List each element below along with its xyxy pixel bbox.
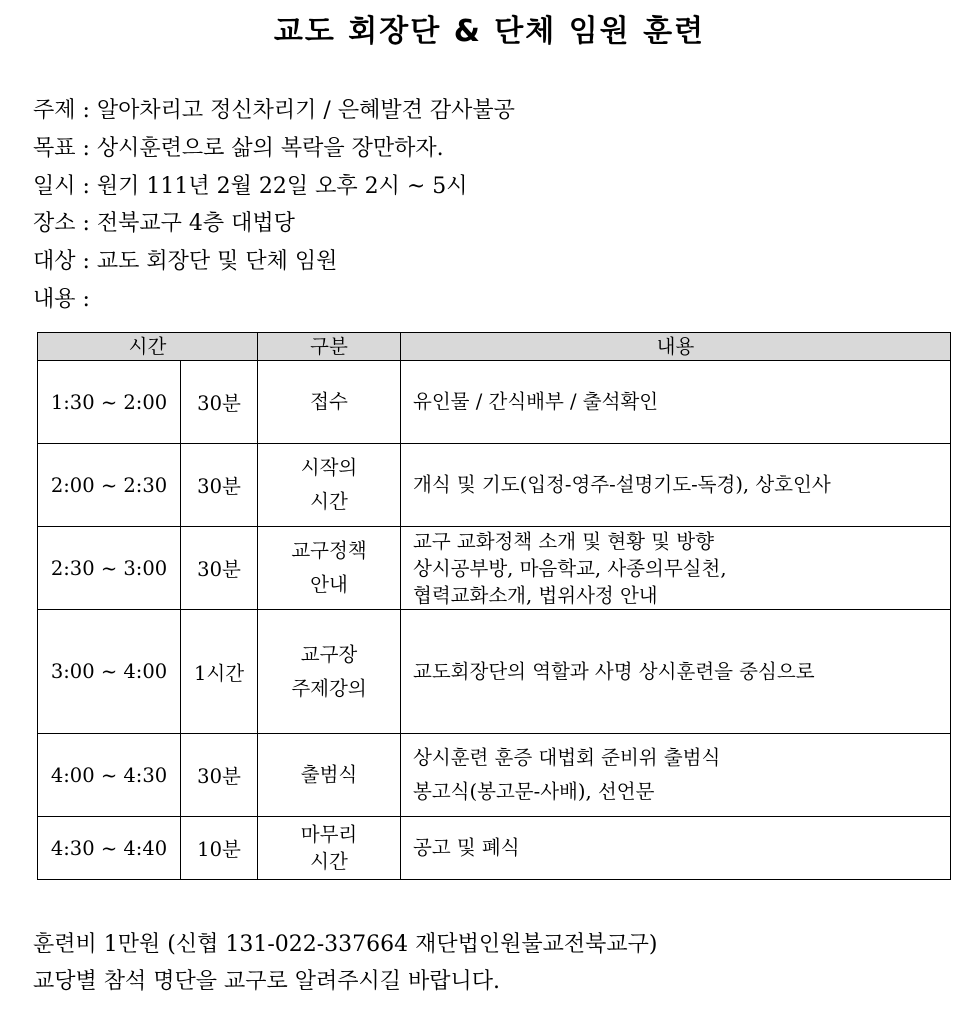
table-row bbox=[38, 817, 951, 880]
schedule-table bbox=[37, 332, 951, 880]
info-topic: 주제 : 알아차리고 정신차리기 / 은혜발견 감사불공 bbox=[33, 98, 515, 123]
category-line: 교구정책 bbox=[291, 539, 367, 562]
category-line: 주제강의 bbox=[291, 676, 367, 700]
duration-cell: 30분 bbox=[181, 444, 258, 527]
category-cell bbox=[258, 734, 401, 817]
table-header-row bbox=[38, 333, 951, 361]
time-cell: 1:30 ~ 2:00 bbox=[38, 361, 181, 444]
info-place: 장소 : 전북교구 4층 대법당 bbox=[33, 211, 295, 237]
info-datetime: 일시 : 원기 111년 2월 22일 오후 2시 ~ 5시 bbox=[33, 173, 468, 199]
content-line: 협력교화소개, 법위사정 안내 bbox=[413, 583, 658, 607]
header-time: 시간 bbox=[38, 333, 258, 361]
content-line: 상시공부방, 마음학교, 사종의무실천, bbox=[413, 556, 727, 580]
duration-cell: 1시간 bbox=[181, 610, 258, 734]
header-category: 구분 bbox=[258, 333, 401, 361]
content-cell bbox=[401, 734, 951, 817]
category-cell bbox=[258, 361, 401, 444]
category-line: 시작의 bbox=[300, 456, 358, 479]
time-cell: 2:00 ~ 2:30 bbox=[38, 444, 181, 527]
category-line: 시간 bbox=[310, 850, 348, 873]
footer-section bbox=[33, 926, 658, 1000]
duration-cell: 30분 bbox=[181, 361, 258, 444]
table-row bbox=[38, 610, 951, 734]
content-cell bbox=[401, 527, 951, 610]
category-line: 시간 bbox=[310, 490, 348, 513]
duration-cell: 30분 bbox=[181, 734, 258, 817]
content-line: 교구 교화정책 소개 및 현황 및 방향 bbox=[413, 529, 714, 553]
document-title: 교도 회장단 & 단체 임원 훈련 bbox=[273, 14, 706, 49]
category-cell bbox=[258, 817, 401, 880]
footer-fee: 훈련비 1만원 (신협 131-022-337664 재단법인원불교전북교구) bbox=[33, 932, 658, 957]
time-cell: 4:30 ~ 4:40 bbox=[38, 817, 181, 880]
time-cell: 3:00 ~ 4:00 bbox=[38, 610, 181, 734]
footer-notice: 교당별 참석 명단을 교구로 알려주시길 바랍니다. bbox=[33, 969, 501, 994]
category-line: 출범식 bbox=[300, 763, 358, 786]
content-cell bbox=[401, 444, 951, 527]
category-line: 안내 bbox=[310, 573, 348, 596]
duration-cell: 30분 bbox=[181, 527, 258, 610]
table-row bbox=[38, 444, 951, 527]
content-line: 공고 및 폐식 bbox=[413, 836, 520, 859]
info-section bbox=[33, 92, 515, 319]
duration-cell: 10분 bbox=[181, 817, 258, 880]
table-row bbox=[38, 527, 951, 610]
table-row bbox=[38, 734, 951, 817]
category-cell bbox=[258, 527, 401, 610]
content-line: 봉고식(봉고문-사배), 선언문 bbox=[413, 780, 655, 803]
time-cell: 4:00 ~ 4:30 bbox=[38, 734, 181, 817]
content-cell bbox=[401, 361, 951, 444]
category-line: 접수 bbox=[310, 390, 348, 413]
content-line: 교도회장단의 역할과 사명 상시훈련을 중심으로 bbox=[413, 659, 815, 683]
info-target: 대상 : 교도 회장단 및 단체 임원 bbox=[33, 249, 338, 275]
content-cell bbox=[401, 610, 951, 734]
content-line: 상시훈련 훈증 대법회 준비위 출범식 bbox=[413, 746, 721, 769]
category-cell bbox=[258, 444, 401, 527]
info-content-label: 내용 : bbox=[33, 286, 90, 312]
content-line: 개식 및 기도(입정-영주-설명기도-독경), 상호인사 bbox=[413, 473, 831, 496]
info-goal: 목표 : 상시훈련으로 삶의 복락을 장만하자. bbox=[33, 135, 444, 161]
header-content: 내용 bbox=[401, 333, 951, 361]
content-cell bbox=[401, 817, 951, 880]
table-row bbox=[38, 361, 951, 444]
category-line: 교구장 bbox=[300, 642, 358, 666]
time-cell: 2:30 ~ 3:00 bbox=[38, 527, 181, 610]
category-cell bbox=[258, 610, 401, 734]
category-line: 마무리 bbox=[300, 823, 358, 846]
content-line: 유인물 / 간식배부 / 출석확인 bbox=[413, 390, 659, 413]
